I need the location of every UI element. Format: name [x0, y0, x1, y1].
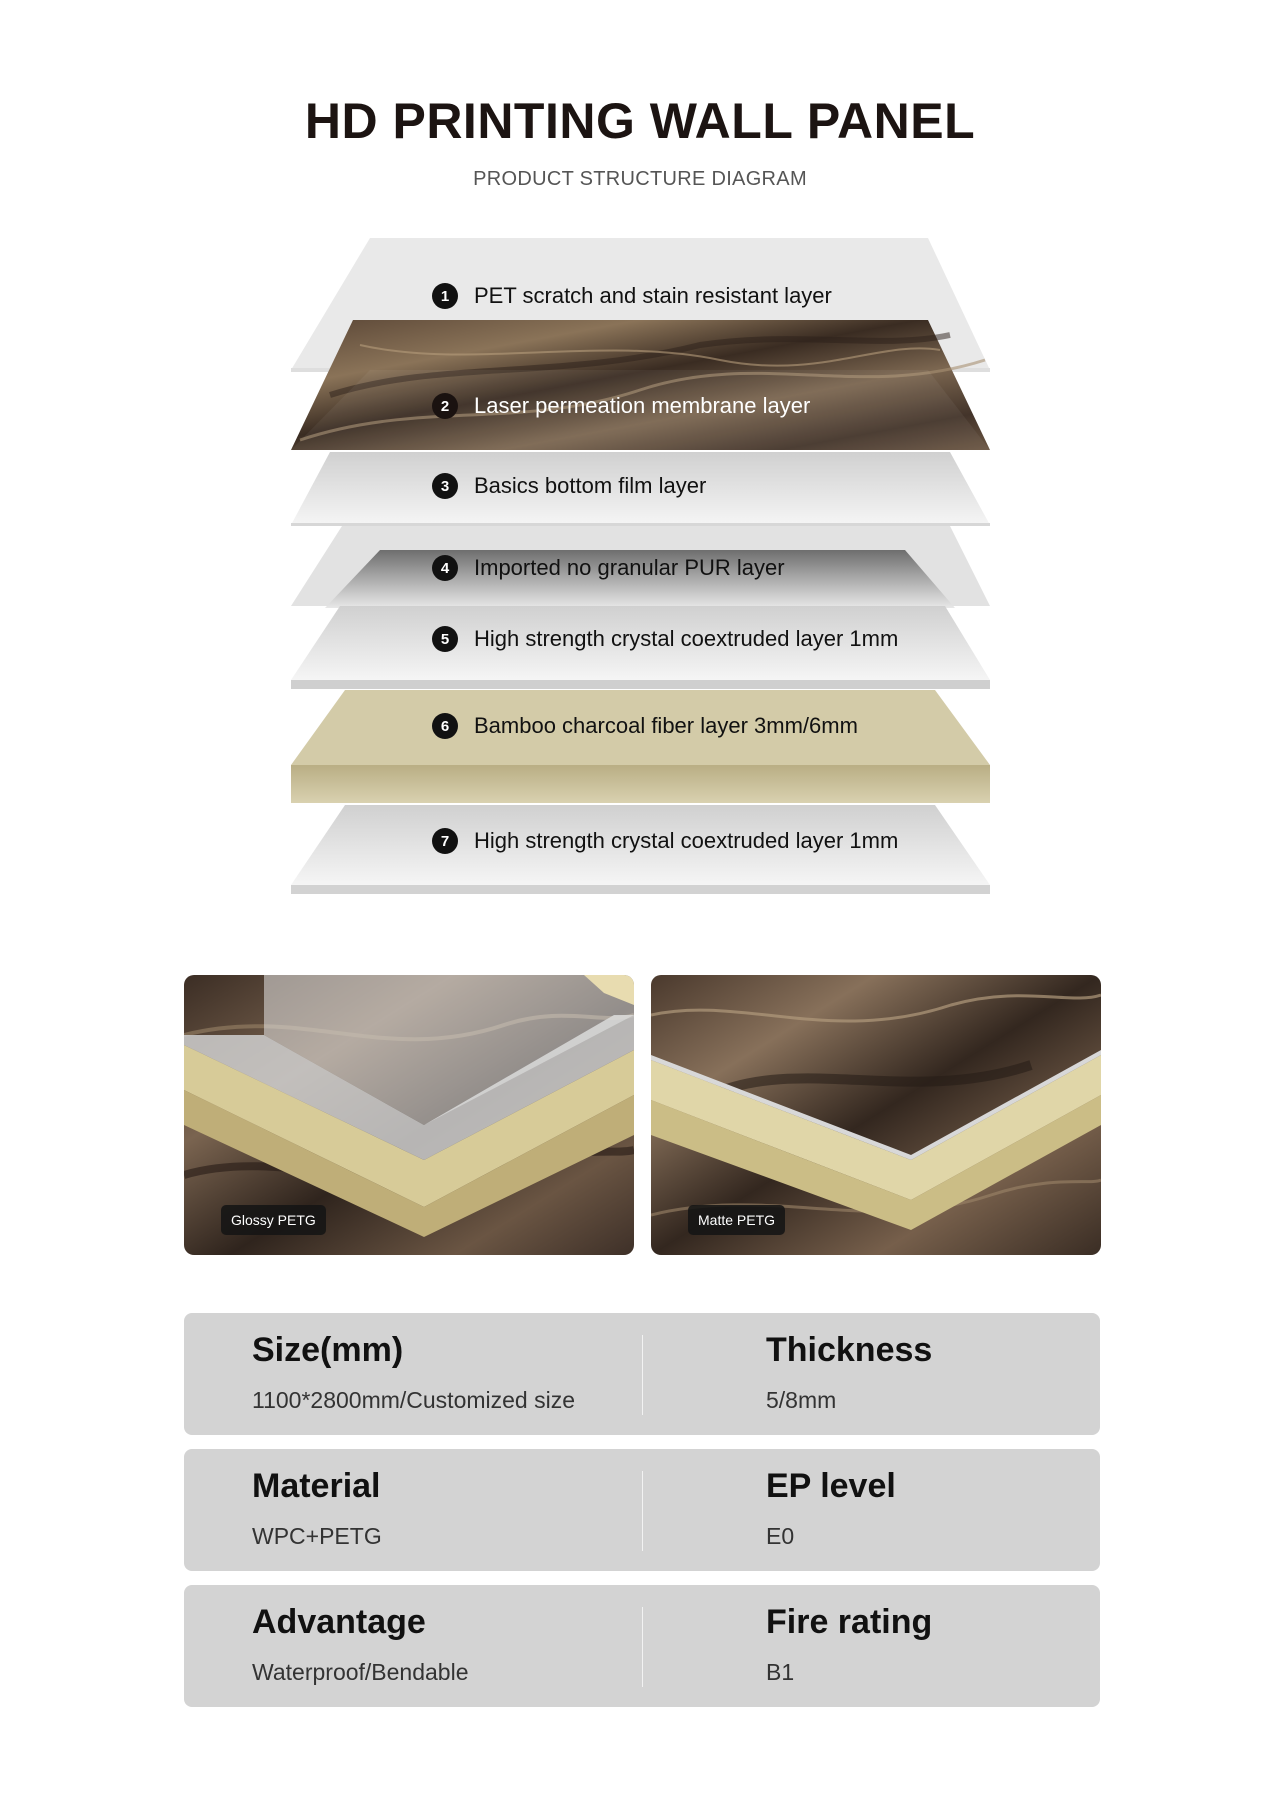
number-badge-6: 6: [432, 713, 458, 739]
number-badge-2: 2: [432, 393, 458, 419]
spec-size-value: 1100*2800mm/Customized size: [252, 1387, 576, 1413]
spec-material-value: WPC+PETG: [252, 1523, 382, 1549]
spec-thickness-value: 5/8mm: [766, 1387, 837, 1413]
layer-label-3: [432, 473, 706, 499]
spec-advantage-name: Advantage: [252, 1603, 426, 1641]
spec-row-3: [184, 1585, 1100, 1707]
sample-photo-glossy: [184, 975, 634, 1255]
layer-text-5: High strength crystal coextruded layer 1mm: [474, 626, 899, 651]
spec-row-1: [184, 1313, 1100, 1435]
layer-text-2: Laser permeation membrane layer: [474, 393, 811, 418]
page-subtitle: PRODUCT STRUCTURE DIAGRAM: [473, 168, 807, 190]
layer-text-7: High strength crystal coextruded layer 1mm: [474, 828, 899, 853]
sample-tag-matte: Matte PETG: [688, 1205, 785, 1235]
layer-label-1: [432, 283, 832, 309]
spec-divider: [642, 1471, 643, 1551]
spec-divider: [642, 1607, 643, 1687]
number-badge-4: 4: [432, 555, 458, 581]
page-title: HD PRINTING WALL PANEL: [304, 93, 976, 149]
spec-row-2: [184, 1449, 1100, 1571]
spec-material-name: Material: [252, 1467, 381, 1505]
layer-label-5: [432, 626, 898, 652]
layer-text-4: Imported no granular PUR layer: [474, 555, 785, 580]
spec-fire-rating-value: B1: [766, 1659, 795, 1685]
spec-size-name: Size(mm): [252, 1331, 404, 1369]
spec-advantage-value: Waterproof/Bendable: [252, 1659, 469, 1685]
sample-photo-matte: [651, 975, 1101, 1255]
spec-fire-rating-name: Fire rating: [766, 1603, 933, 1641]
spec-thickness-name: Thickness: [766, 1331, 933, 1369]
layer-text-6: Bamboo charcoal fiber layer 3mm/6mm: [474, 713, 858, 738]
layer-label-6: [432, 713, 858, 739]
spec-ep-level-name: EP level: [766, 1467, 896, 1505]
number-badge-1: 1: [432, 283, 458, 309]
layer-label-4: [432, 555, 785, 581]
layer-2-marble-membrane: [291, 320, 990, 450]
number-badge-5: 5: [432, 626, 458, 652]
spec-ep-level-value: E0: [766, 1523, 795, 1549]
sample-tag-glossy: Glossy PETG: [221, 1205, 326, 1235]
number-badge-3: 3: [432, 473, 458, 499]
layer-label-7: [432, 828, 898, 854]
number-badge-7: 7: [432, 828, 458, 854]
layer-label-2: [432, 393, 810, 419]
layer-text-1: PET scratch and stain resistant layer: [474, 283, 832, 308]
spec-divider: [642, 1335, 643, 1415]
layer-text-3: Basics bottom film layer: [474, 473, 707, 498]
layer-6-bamboo-fiber: [291, 690, 990, 803]
